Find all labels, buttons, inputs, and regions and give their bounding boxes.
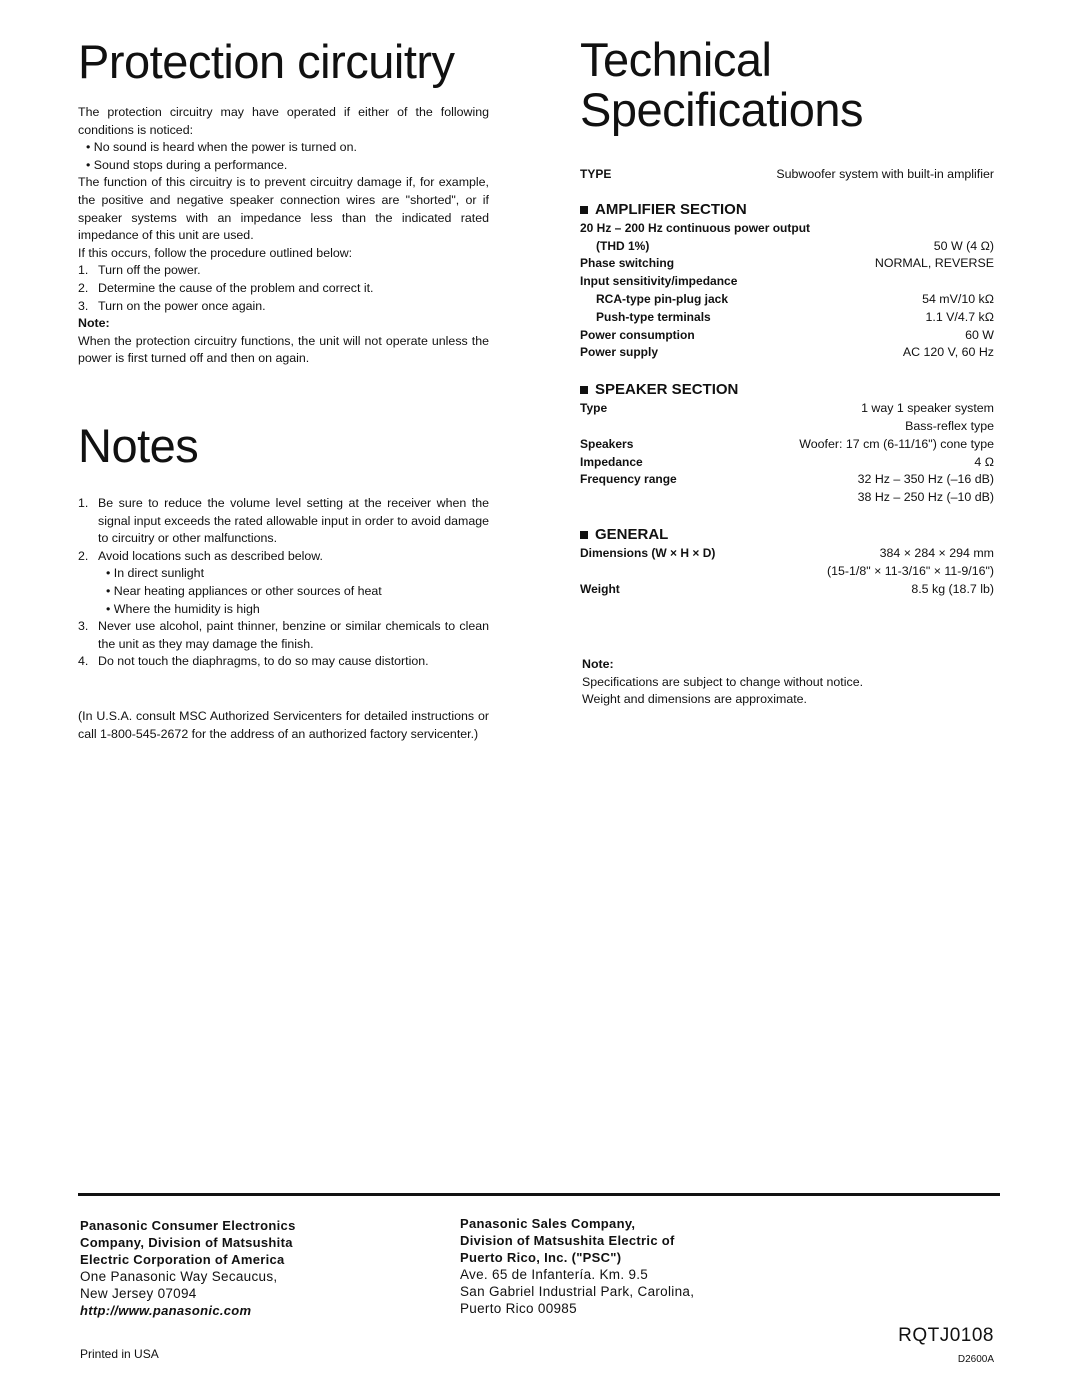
model-number: RQTJ0108 [898, 1325, 994, 1346]
spec-row [580, 418, 994, 436]
spec-value: 38 Hz – 250 Hz (–10 dB) [857, 490, 994, 505]
spec-value: 50 W (4 Ω) [933, 238, 994, 253]
spec-value: Bass-reflex type [905, 418, 994, 433]
spec-label: Weight [580, 581, 620, 596]
spec-value: 1.1 V/4.7 kΩ [925, 309, 994, 324]
notes-item [78, 653, 489, 671]
address-line: Puerto Rico 00985 [460, 1301, 577, 1316]
specs-note [582, 656, 994, 709]
spec-row [580, 220, 994, 238]
notes-usa-block [78, 708, 489, 743]
section-heading-text: SPEAKER SECTION [595, 381, 739, 399]
protection-step [78, 298, 489, 316]
specs-title-line2: Specifications [580, 83, 863, 136]
company-name-line: Puerto Rico, Inc. ("PSC") [460, 1250, 622, 1265]
general-section-heading [580, 525, 994, 545]
footer-right-address [460, 1215, 780, 1317]
spec-row [580, 545, 994, 563]
spec-label: Push-type terminals [596, 309, 711, 324]
item-number: 1. [78, 496, 89, 510]
spec-row [580, 454, 994, 472]
notes-item [78, 618, 489, 653]
protection-note-text: When the protection circuitry functions, the unit will not operate unless the power is first turned off and then on again. [78, 333, 489, 366]
spec-row [580, 327, 994, 345]
item-text: Avoid locations such as described below. [98, 548, 324, 563]
company-name-line: Division of Matsushita Electric of [460, 1233, 675, 1248]
notes-item [78, 495, 489, 548]
spec-row [580, 400, 994, 418]
item-number: 4. [78, 654, 89, 669]
address-line: Ave. 65 de Infantería. Km. 9.5 [460, 1267, 649, 1282]
specs-body [580, 166, 994, 598]
spec-label: Frequency range [580, 472, 677, 487]
item-number: 2. [78, 548, 89, 563]
item-text: Never use alcohol, paint thinner, benzine or similar chemicals to clean the unit as they may damage the finish. [98, 619, 489, 651]
spec-label: Power supply [580, 345, 659, 360]
spec-value: 32 Hz – 350 Hz (–16 dB) [857, 472, 994, 487]
address-line: One Panasonic Way Secaucus, [80, 1269, 278, 1284]
spec-row [580, 273, 994, 291]
notes-body [78, 495, 489, 671]
protection-note-label: Note: [78, 316, 110, 331]
notes-item [78, 548, 489, 566]
spec-value: AC 120 V, 60 Hz [902, 345, 994, 360]
spec-row [580, 238, 994, 256]
spec-label: (THD 1%) [596, 238, 650, 253]
company-name-line: Panasonic Sales Company, [460, 1216, 636, 1231]
spec-row [580, 489, 994, 507]
spec-label: Speakers [580, 436, 634, 451]
specs-note-label: Note: [582, 657, 614, 671]
protection-bullet: • Sound stops during a performance. [86, 157, 288, 172]
spec-value: 54 mV/10 kΩ [922, 291, 994, 306]
protection-step [78, 280, 489, 298]
website-url: http://www.panasonic.com [80, 1303, 252, 1318]
spec-row [580, 563, 994, 581]
spec-label: Type [580, 401, 608, 416]
spec-label: Phase switching [580, 256, 675, 271]
notes-title: Notes [78, 419, 199, 472]
item-text: Be sure to reduce the volume level setting at the receiver when the signal input exceeds the rated allowable input in order to avoid damage to circuitry or other malfunctions. [98, 496, 489, 546]
spec-value: 4 Ω [974, 454, 994, 469]
step-text: Turn on the power once again. [98, 298, 266, 313]
spec-value: 8.5 kg (18.7 lb) [911, 581, 994, 596]
spec-value: Subwoofer system with built-in amplifier [776, 167, 994, 181]
notes-usa-text: (In U.S.A. consult MSC Authorized Servicenters for detailed instructions or call 1-800-545-2672 for the address of an authorized factory servicenter.) [78, 709, 489, 741]
notes-sub-bullet: • In direct sunlight [106, 566, 205, 581]
spec-type-row [580, 166, 994, 184]
step-text: Turn off the power. [98, 263, 201, 278]
spec-row [580, 291, 994, 309]
amplifier-section-heading [580, 200, 994, 220]
square-bullet-icon [580, 531, 588, 539]
address-line: New Jersey 07094 [80, 1286, 197, 1301]
step-text: Determine the cause of the problem and correct it. [98, 280, 374, 295]
spec-row [580, 255, 994, 273]
printed-in: Printed in USA [80, 1347, 159, 1361]
footer-left-address [80, 1217, 400, 1319]
spec-label: TYPE [580, 167, 612, 181]
spec-row [580, 471, 994, 489]
section-heading-text: AMPLIFIER SECTION [595, 200, 747, 218]
speaker-section-heading [580, 380, 994, 400]
spec-row [580, 436, 994, 454]
spec-row [580, 581, 994, 599]
step-number: 1. [78, 263, 89, 278]
specs-title-line1: Technical [580, 33, 772, 86]
protection-intro: The protection circuitry may have operated if either of the following conditions is noticed: [78, 105, 489, 137]
spec-row [580, 344, 994, 362]
footer-divider [78, 1193, 1000, 1196]
specs-note-line: Specifications are subject to change without notice. [582, 674, 864, 689]
spec-row [580, 309, 994, 327]
spec-label: 20 Hz – 200 Hz continuous power output [580, 220, 811, 235]
protection-title: Protection circuitry [78, 35, 455, 88]
square-bullet-icon [580, 386, 588, 394]
protection-step [78, 262, 489, 280]
spec-label: Dimensions (W × H × D) [580, 545, 716, 560]
square-bullet-icon [580, 206, 588, 214]
spec-value: Woofer: 17 cm (6-11/16") cone type [799, 436, 994, 451]
spec-value: NORMAL, REVERSE [874, 256, 994, 271]
protection-if-text: If this occurs, follow the procedure outlined below: [78, 245, 353, 260]
item-text: Do not touch the diaphragms, to do so may cause distortion. [98, 654, 429, 669]
company-name-line: Panasonic Consumer Electronics [80, 1218, 296, 1233]
section-heading-text: GENERAL [595, 525, 669, 543]
document-code: D2600A [957, 1354, 994, 1365]
step-number: 3. [78, 298, 89, 313]
company-name-line: Electric Corporation of America [80, 1252, 285, 1267]
spec-value: 60 W [965, 327, 994, 342]
protection-function-text: The function of this circuitry is to prevent circuitry damage if, for example, the positive and negative speaker connection wires are "shorted", or if speaker systems with an impedance less than the indicated rated impedance of this unit are used. [78, 175, 489, 243]
notes-sub-bullet: • Near heating appliances or other sources of heat [106, 583, 382, 598]
spec-label: Power consumption [580, 327, 695, 342]
spec-label: RCA-type pin-plug jack [596, 291, 729, 306]
spec-value: (15-1/8" × 11-3/16" × 11-9/16") [826, 563, 994, 578]
item-number: 3. [78, 619, 89, 634]
protection-body [78, 104, 489, 368]
spec-value: 384 × 284 × 294 mm [879, 545, 994, 560]
notes-sub-bullet: • Where the humidity is high [106, 601, 260, 616]
company-name-line: Company, Division of Matsushita [80, 1235, 293, 1250]
spec-label: Impedance [580, 454, 643, 469]
specs-note-line: Weight and dimensions are approximate. [582, 692, 807, 707]
spec-label: Input sensitivity/impedance [580, 274, 738, 289]
spec-value: 1 way 1 speaker system [861, 401, 994, 416]
protection-bullet: • No sound is heard when the power is turned on. [86, 140, 357, 155]
address-line: San Gabriel Industrial Park, Carolina, [460, 1284, 695, 1299]
step-number: 2. [78, 280, 89, 295]
